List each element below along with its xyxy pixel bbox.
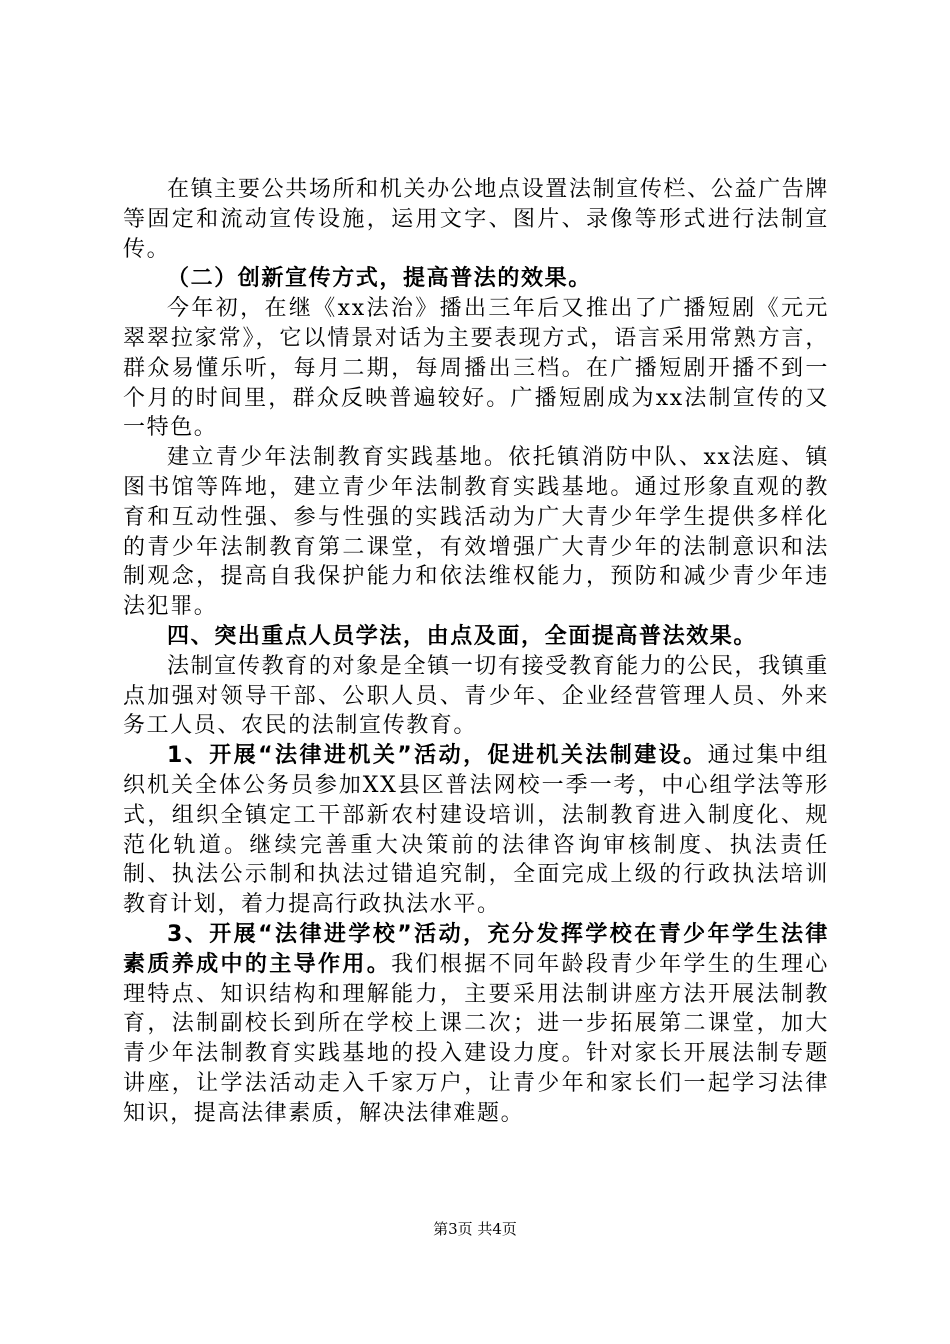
paragraph-education-targets (123, 652, 829, 741)
paragraph-law-into-agencies-lead: 1、开展“法律进机关”活动，促进机关法制建设。 (167, 743, 708, 769)
paragraph-1-text: 在镇主要公共场所和机关办公地点设置法制宣传栏、公益广告牌等固定和流动宣传设施，运用文字、图片、录像等形式进行法制宣传。 (123, 177, 829, 262)
paragraph-law-into-agencies (123, 741, 829, 920)
section-heading-key-personnel (123, 622, 829, 652)
section-heading-key-personnel-text: 四、突出重点人员学法，由点及面，全面提高普法效果。 (167, 623, 758, 649)
paragraph-education-targets-text: 法制宣传教育的对象是全镇一切有接受教育能力的公民，我镇重点加强对领导干部、公职人员、青少年、企业经营管理人员、外来务工人员、农民的法制宣传教育。 (123, 653, 829, 739)
section-heading-innovation-text: （二）创新宣传方式，提高普法的效果。 (167, 266, 592, 292)
paragraph-law-into-schools-text: 我们根据不同年龄段青少年学生的生理心理特点、知识结构和理解能力，主要采用法制讲座方法开展法制教育，法制副校长到所在学校上课二次；进一步拓展第二课堂，加大青少年法制教育实践基地的投入建设力度。针对家长开展法制专题讲座，让学法活动走入千家万户，让青少年和家长们一起学习法律知识，提高法律素质，解决法律难题。 (123, 951, 829, 1126)
paragraph-1 (123, 175, 829, 264)
section-heading-innovation (123, 264, 829, 294)
paragraph-radio-drama-text: 今年初，在继《xx法治》播出三年后又推出了广播短剧《元元翠翠拉家常》，它以情景对话为主要表现方式，语言采用常熟方言，群众易懂乐听，每月二期，每周播出三档。在广播短剧开播不到一个月的时间里，群众反映普遍较好。广播短剧成为xx法制宣传的又一特色。 (123, 296, 829, 441)
paragraph-youth-base (123, 443, 829, 622)
paragraph-youth-base-text: 建立青少年法制教育实践基地。依托镇消防中队、xx法庭、镇图书馆等阵地，建立青少年法制教育实践基地。通过形象直观的教育和互动性强、参与性强的实践活动为广大青少年学生提供多样化的青少年法制教育第二课堂，有效增强广大青少年的法制意识和法制观念，提高自我保护能力和依法维权能力，预防和减少青少年违法犯罪。 (123, 445, 829, 620)
paragraph-law-into-schools (123, 920, 829, 1129)
page-footer (0, 1219, 950, 1239)
document-body (123, 175, 829, 1129)
paragraph-law-into-agencies-text: 通过集中组织机关全体公务员参加XX县区普法网校一季一考，中心组学法等形式，组织全镇定工干部新农村建设培训，法制教育进入制度化、规范化轨道。继续完善重大决策前的法律咨询审核制度、执法责任制、执法公示制和执法过错追究制，全面完成上级的行政执法培训教育计划，着力提高行政执法水平。 (123, 743, 829, 918)
page-number-label: 第3页 共4页 (433, 1220, 517, 1238)
paragraph-radio-drama (123, 294, 829, 443)
paragraph-law-into-schools-lead: 3、开展“法律进学校”活动，充分发挥学校在青少年学生法律素质养成中的主导作用。 (123, 921, 829, 977)
